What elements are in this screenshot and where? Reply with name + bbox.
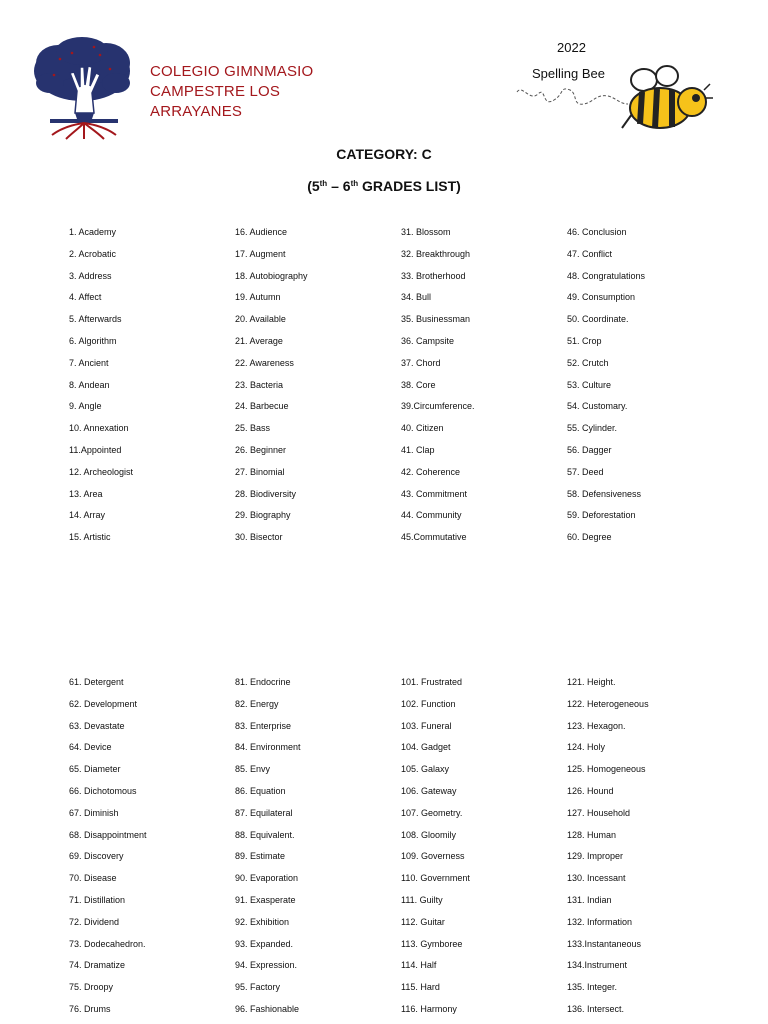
category-heading: CATEGORY: C: [336, 146, 432, 162]
word-item: 75. Droopy: [69, 982, 114, 993]
word-item: 128. Human: [567, 829, 617, 840]
word-item: 40. Citizen: [401, 423, 444, 434]
word-item: 32. Breakthrough: [401, 248, 471, 259]
word-item: 108. Gloomily: [401, 829, 457, 840]
spelling-bee-label: Spelling Bee: [532, 66, 605, 81]
word-item: 110. Government: [401, 873, 470, 884]
word-item: 129. Improper: [567, 851, 624, 862]
word-item: 59. Deforestation: [567, 510, 636, 521]
word-item: 28. Biodiversity: [235, 488, 297, 499]
word-item: 72. Dividend: [69, 916, 120, 927]
word-item: 84. Environment: [235, 742, 301, 753]
word-item: 124. Holy: [567, 742, 606, 753]
word-item: 136. Intersect.: [567, 1003, 625, 1014]
word-item: 25. Bass: [235, 423, 271, 434]
word-item: 113. Gymboree: [401, 938, 463, 949]
word-item: 94. Expression.: [235, 960, 298, 971]
word-item: 20. Available: [235, 314, 286, 325]
word-item: 107. Geometry.: [401, 807, 463, 818]
word-item: 34. Bull: [401, 292, 432, 303]
year-label: 2022: [557, 40, 586, 55]
word-item: 26. Beginner: [235, 444, 287, 455]
word-item: 27. Binomial: [235, 466, 285, 477]
word-item: 87. Equilateral: [235, 807, 293, 818]
school-name: [150, 62, 313, 122]
word-item: 54. Customary.: [567, 401, 628, 412]
word-item: 61. Detergent: [69, 677, 124, 687]
word-item: 19. Autumn: [235, 292, 281, 303]
word-item: 38. Core: [401, 379, 436, 390]
word-item: 35. Businessman: [401, 314, 471, 325]
word-column-2: [235, 222, 395, 549]
word-item: 63. Devastate: [69, 720, 125, 731]
word-column-7: [401, 672, 561, 1021]
word-item: 41. Clap: [401, 444, 435, 455]
word-item: 85. Envy: [235, 764, 271, 775]
school-logo-tree: [30, 33, 135, 141]
word-item: 6. Algorithm: [69, 335, 117, 346]
bee-icon: [512, 64, 717, 134]
word-item: 125. Homogeneous: [567, 764, 646, 775]
word-column-6: [235, 672, 395, 1021]
word-item: 44. Community: [401, 510, 462, 521]
word-item: 33. Brotherhood: [401, 270, 466, 281]
word-item: 36. Campsite: [401, 335, 455, 346]
word-item: 3. Address: [69, 270, 112, 281]
word-item: 11.Appointed: [69, 444, 122, 455]
word-item: 24. Barbecue: [235, 401, 289, 412]
word-item: 58. Defensiveness: [567, 488, 642, 499]
word-item: 81. Endocrine: [235, 677, 291, 687]
school-name-line: CAMPESTRE LOS: [150, 83, 281, 100]
word-item: 102. Function: [401, 698, 456, 709]
grades-prefix: (5: [307, 178, 320, 194]
grades-suffix: GRADES LIST): [358, 178, 461, 194]
word-item: 7. Ancient: [69, 357, 109, 368]
word-item: 57. Deed: [567, 466, 604, 477]
word-item: 14. Array: [69, 510, 106, 521]
word-item: 64. Device: [69, 742, 112, 753]
word-item: 62. Development: [69, 698, 138, 709]
word-item: 52. Crutch: [567, 357, 609, 368]
word-item: 90. Evaporation: [235, 873, 299, 884]
word-item: 12. Archeologist: [69, 466, 134, 477]
word-item: 109. Governess: [401, 851, 465, 862]
word-item: 116. Harmony: [401, 1003, 457, 1014]
word-item: 103. Funeral: [401, 720, 452, 731]
word-item: 68. Disappointment: [69, 829, 147, 840]
word-item: 89. Estimate: [235, 851, 286, 862]
word-item: 21. Average: [235, 335, 283, 346]
word-item: 131. Indian: [567, 894, 612, 905]
word-item: 5. Afterwards: [69, 314, 122, 325]
word-item: 31. Blossom: [401, 227, 451, 237]
word-item: 13. Area: [69, 488, 103, 499]
word-item: 111. Guilty: [401, 894, 443, 905]
word-item: 67. Diminish: [69, 807, 119, 818]
word-item: 60. Degree: [567, 532, 612, 543]
word-column-8: [567, 672, 727, 1021]
word-item: 104. Gadget: [401, 742, 451, 753]
word-item: 133.Instantaneous: [567, 938, 642, 949]
grades-mid: – 6: [327, 178, 351, 194]
word-column-1: [69, 222, 229, 549]
word-item: 29. Biography: [235, 510, 291, 521]
word-item: 106. Gateway: [401, 785, 457, 796]
word-item: 92. Exhibition: [235, 916, 290, 927]
word-item: 105. Galaxy: [401, 764, 450, 775]
word-item: 83. Enterprise: [235, 720, 292, 731]
word-column-4: [567, 222, 727, 549]
word-item: 4. Affect: [69, 292, 102, 303]
word-item: 47. Conflict: [567, 248, 613, 259]
word-item: 10. Annexation: [69, 423, 129, 434]
word-item: 18. Autobiography: [235, 270, 308, 281]
word-item: 93. Expanded.: [235, 938, 294, 949]
word-item: 74. Dramatize: [69, 960, 126, 971]
word-item: 56. Dagger: [567, 444, 612, 455]
word-item: 17. Augment: [235, 248, 286, 259]
word-item: 88. Equivalent.: [235, 829, 295, 840]
word-item: 134.Instrument: [567, 960, 628, 971]
word-item: 43. Commitment: [401, 488, 468, 499]
word-item: 55. Cylinder.: [567, 423, 618, 434]
word-item: 45.Commutative: [401, 532, 467, 543]
word-item: 49. Consumption: [567, 292, 636, 303]
school-name-line: ARRAYANES: [150, 103, 243, 120]
word-item: 86. Equation: [235, 785, 286, 796]
grades-superscript: th: [319, 179, 328, 188]
word-item: 82. Energy: [235, 698, 279, 709]
word-item: 8. Andean: [69, 379, 110, 390]
word-item: 53. Culture: [567, 379, 612, 390]
word-item: 135. Integer.: [567, 982, 618, 993]
word-item: 15. Artistic: [69, 532, 111, 543]
word-item: 48. Congratulations: [567, 270, 646, 281]
word-item: 9. Angle: [69, 401, 102, 412]
word-item: 23. Bacteria: [235, 379, 284, 390]
word-item: 2. Acrobatic: [69, 248, 117, 259]
word-item: 22. Awareness: [235, 357, 294, 368]
word-item: 42. Coherence: [401, 466, 461, 477]
word-item: 1. Academy: [69, 227, 117, 237]
grades-heading: [0, 178, 768, 194]
word-item: 66. Dichotomous: [69, 785, 137, 796]
word-item: 70. Disease: [69, 873, 117, 884]
word-item: 122. Heterogeneous: [567, 698, 649, 709]
word-item: 37. Chord: [401, 357, 441, 368]
word-column-3: [401, 222, 561, 549]
word-item: 50. Coordinate.: [567, 314, 629, 325]
word-item: 71. Distillation: [69, 894, 126, 905]
word-item: 130. Incessant: [567, 873, 626, 884]
grades-superscript: th: [350, 179, 359, 188]
word-column-5: [69, 672, 229, 1021]
word-item: 121. Height.: [567, 677, 616, 687]
word-item: 30. Bisector: [235, 532, 283, 543]
word-item: 51. Crop: [567, 335, 602, 346]
word-item: 65. Diameter: [69, 764, 121, 775]
word-item: 39.Circumference.: [401, 401, 475, 412]
word-item: 91. Exasperate: [235, 894, 296, 905]
word-item: 132. Information: [567, 916, 633, 927]
word-item: 114. Half: [401, 960, 437, 971]
word-item: 46. Conclusion: [567, 227, 627, 237]
word-item: 115. Hard: [401, 982, 440, 993]
word-item: 126. Hound: [567, 785, 614, 796]
word-item: 101. Frustrated: [401, 677, 463, 687]
word-item: 127. Household: [567, 807, 631, 818]
word-item: 73. Dodecahedron.: [69, 938, 146, 949]
word-item: 96. Fashionable: [235, 1003, 300, 1014]
word-item: 76. Drums: [69, 1003, 111, 1014]
word-item: 123. Hexagon.: [567, 720, 626, 731]
school-name-line: COLEGIO GIMNMASIO: [150, 63, 314, 80]
word-item: 16. Audience: [235, 227, 288, 237]
word-item: 69. Discovery: [69, 851, 124, 862]
word-item: 112. Guitar: [401, 916, 445, 927]
word-item: 95. Factory: [235, 982, 281, 993]
